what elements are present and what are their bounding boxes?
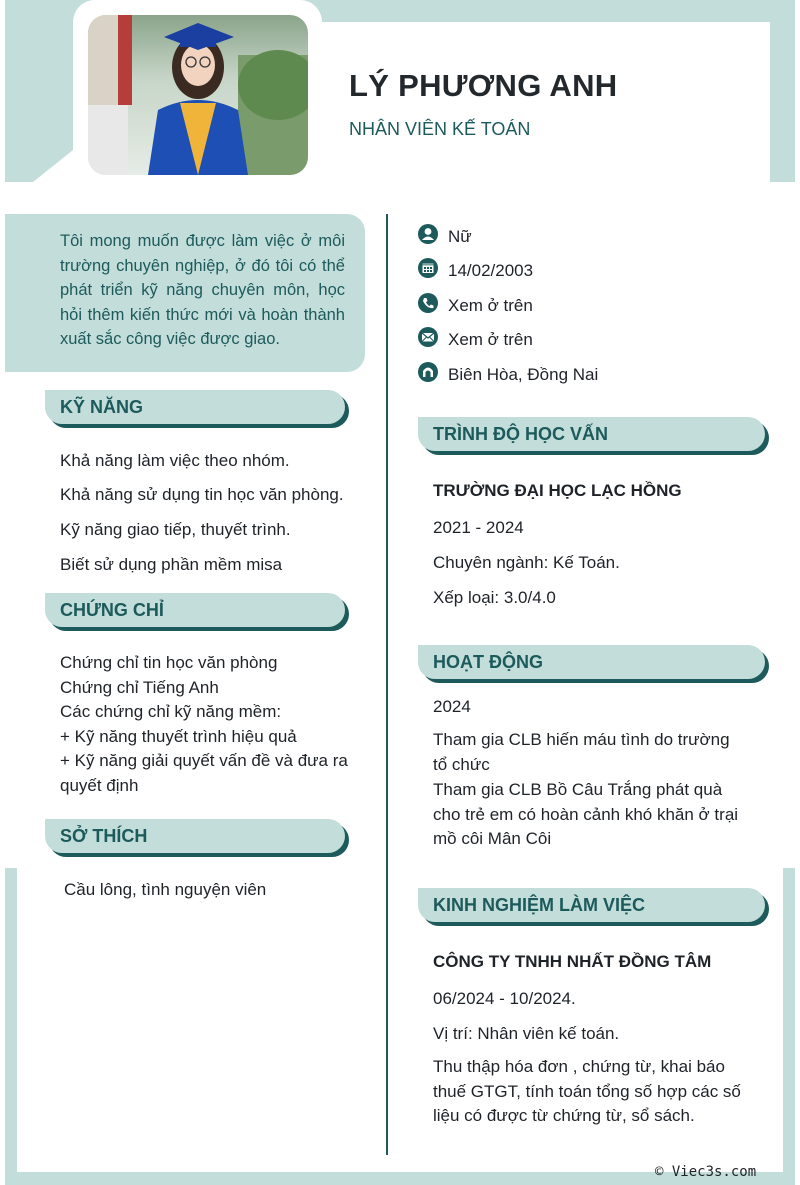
career-objective: Tôi mong muốn được làm việc ở môi trường chuyên nghiệp, ở đó tôi có thể phát triển kỹ năng chuyên môn, học hỏi thêm kiến thức mới và hoàn thành xuất sắc công việc được giao. bbox=[60, 232, 345, 349]
frame-left bbox=[5, 868, 17, 1185]
calendar-icon bbox=[418, 258, 438, 278]
education-years: 2021 - 2024 bbox=[433, 518, 524, 537]
column-divider bbox=[386, 214, 388, 1155]
school-name: TRƯỜNG ĐẠI HỌC LẠC HỒNG bbox=[433, 481, 682, 500]
list-item: Khả năng sử dụng tin học văn phòng. bbox=[60, 485, 344, 504]
company-name: CÔNG TY TNHH NHẤT ĐỒNG TÂM bbox=[433, 952, 712, 971]
activities-heading bbox=[418, 645, 765, 679]
education-heading bbox=[418, 417, 765, 451]
education-major: Chuyên ngành: Kế Toán. bbox=[433, 553, 620, 572]
job-title: NHÂN VIÊN KẾ TOÁN bbox=[349, 119, 531, 139]
photo-frame-tail bbox=[33, 150, 73, 182]
activities-year: 2024 bbox=[433, 697, 471, 716]
experience-description: Thu thập hóa đơn , chứng từ, khai báo thuế GTGT, tính toán tổng số hợp các số liệu có được từ chứng từ, sổ sách. bbox=[433, 1057, 741, 1126]
envelope-icon bbox=[418, 327, 438, 347]
certificates-heading bbox=[45, 593, 345, 627]
education-heading-label: TRÌNH ĐỘ HỌC VẤN bbox=[433, 424, 608, 444]
list-item: Chứng chỉ tin học văn phòng bbox=[60, 653, 278, 672]
birthday-text: 14/02/2003 bbox=[448, 261, 534, 280]
skills-heading-label: KỸ NĂNG bbox=[60, 397, 144, 417]
list-item: Tham gia CLB Bồ Câu Trắng phát quà cho trẻ em có hoàn cảnh khó khăn ở trại mồ côi Mân Côi bbox=[433, 780, 739, 849]
footer-watermark: © Viec3s.com bbox=[655, 1164, 757, 1180]
hobbies-heading bbox=[45, 819, 345, 853]
activities-heading-label: HOẠT ĐỘNG bbox=[433, 652, 543, 672]
profile-photo bbox=[88, 15, 308, 175]
certificates-heading-label: CHỨNG CHỈ bbox=[60, 600, 164, 620]
list-item: Tham gia CLB hiến máu tình do trường tổ chức bbox=[433, 730, 730, 774]
email-text: Xem ở trên bbox=[448, 330, 533, 349]
list-item: Kỹ năng giao tiếp, thuyết trình. bbox=[60, 520, 291, 539]
experience-heading-label: KINH NGHIỆM LÀM VIỆC bbox=[433, 895, 646, 915]
location-icon bbox=[418, 362, 438, 382]
list-item: + Kỹ năng thuyết trình hiệu quả bbox=[60, 727, 297, 746]
list-item: Chứng chỉ Tiếng Anh bbox=[60, 678, 219, 697]
experience-heading bbox=[418, 888, 765, 922]
address-text: Biên Hòa, Đồng Nai bbox=[448, 365, 599, 384]
experience-period: 06/2024 - 10/2024. bbox=[433, 989, 576, 1008]
phone-icon bbox=[418, 293, 438, 313]
skills-heading bbox=[45, 390, 345, 424]
list-item: + Kỹ năng giải quyết vấn đề và đưa ra quyết định bbox=[60, 751, 348, 795]
frame-right bbox=[783, 868, 795, 1185]
hobbies-text: Cầu lông, tình nguyện viên bbox=[64, 880, 267, 899]
person-icon bbox=[418, 224, 438, 244]
list-item: Biết sử dụng phần mềm misa bbox=[60, 555, 283, 574]
list-item: Khả năng làm việc theo nhóm. bbox=[60, 451, 290, 470]
experience-position: Vị trí: Nhân viên kế toán. bbox=[433, 1024, 620, 1043]
candidate-name: LÝ PHƯƠNG ANH bbox=[349, 68, 618, 103]
hobbies-heading-label: SỞ THÍCH bbox=[60, 826, 148, 846]
list-item: Các chứng chỉ kỹ năng mềm: bbox=[60, 702, 282, 721]
gender-text: Nữ bbox=[448, 227, 472, 246]
phone-text: Xem ở trên bbox=[448, 296, 533, 315]
education-grade: Xếp loại: 3.0/4.0 bbox=[433, 588, 556, 607]
